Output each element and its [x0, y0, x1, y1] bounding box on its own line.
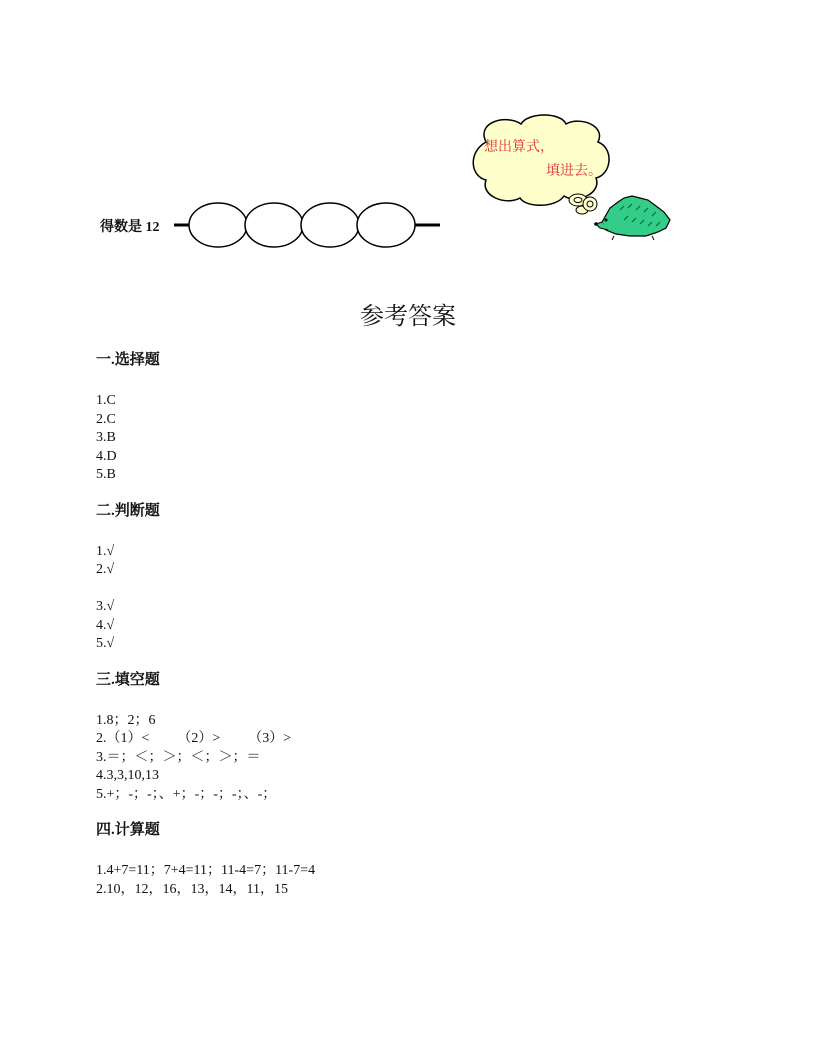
- bead-4: [357, 203, 415, 247]
- answer-line: 4.3,3,10,13: [96, 768, 159, 783]
- answer-line: 4.√: [96, 617, 115, 633]
- answer-line: 2.10，12，16，13，14，11，15: [96, 881, 288, 897]
- answer-line: 3.√: [96, 599, 115, 614]
- answers-content: [96, 350, 736, 899]
- bead-3: [301, 203, 359, 247]
- chain-label: 得数是 12: [100, 220, 160, 235]
- bead-chain: [170, 196, 442, 252]
- answer-line: 4.D: [96, 448, 117, 464]
- answer-line-blank: [96, 580, 736, 599]
- answer-line: 3.＝；＜；＞；＜；＞；＝: [96, 749, 261, 765]
- section-heading-calculation: 四.计算题: [96, 822, 160, 838]
- answer-line: 1.8；2；6: [96, 712, 156, 728]
- answer-line: 2.√: [96, 562, 115, 577]
- answer-line: 2.C: [96, 411, 116, 427]
- answer-line: 1.C: [96, 393, 116, 408]
- hedgehog-icon: [566, 188, 676, 242]
- bead-1: [189, 203, 247, 247]
- answer-line: 3.B: [96, 430, 116, 445]
- answers-title: 参考答案: [360, 304, 456, 330]
- bubble-text-line2: 填进去。: [546, 163, 602, 179]
- answer-line: 2.（1）< （2）> （3）>: [96, 731, 292, 746]
- bubble-text-line1: 想出算式，: [484, 139, 554, 155]
- answer-line: 1.4+7=11；7+4=11；11-4=7；11-7=4: [96, 863, 316, 878]
- answer-line: 5.+；-；-；、+；-；-；-；、-；: [96, 786, 277, 802]
- bead-2: [245, 203, 303, 247]
- section-heading-fill-blank: 三.填空题: [96, 671, 160, 688]
- section-heading-choice: 一.选择题: [96, 352, 160, 368]
- answer-line: 1.√: [96, 543, 115, 559]
- section-heading-judgement: 二.判断题: [96, 502, 160, 519]
- answer-line: 5.B: [96, 467, 116, 482]
- answer-line: 5.√: [96, 636, 115, 651]
